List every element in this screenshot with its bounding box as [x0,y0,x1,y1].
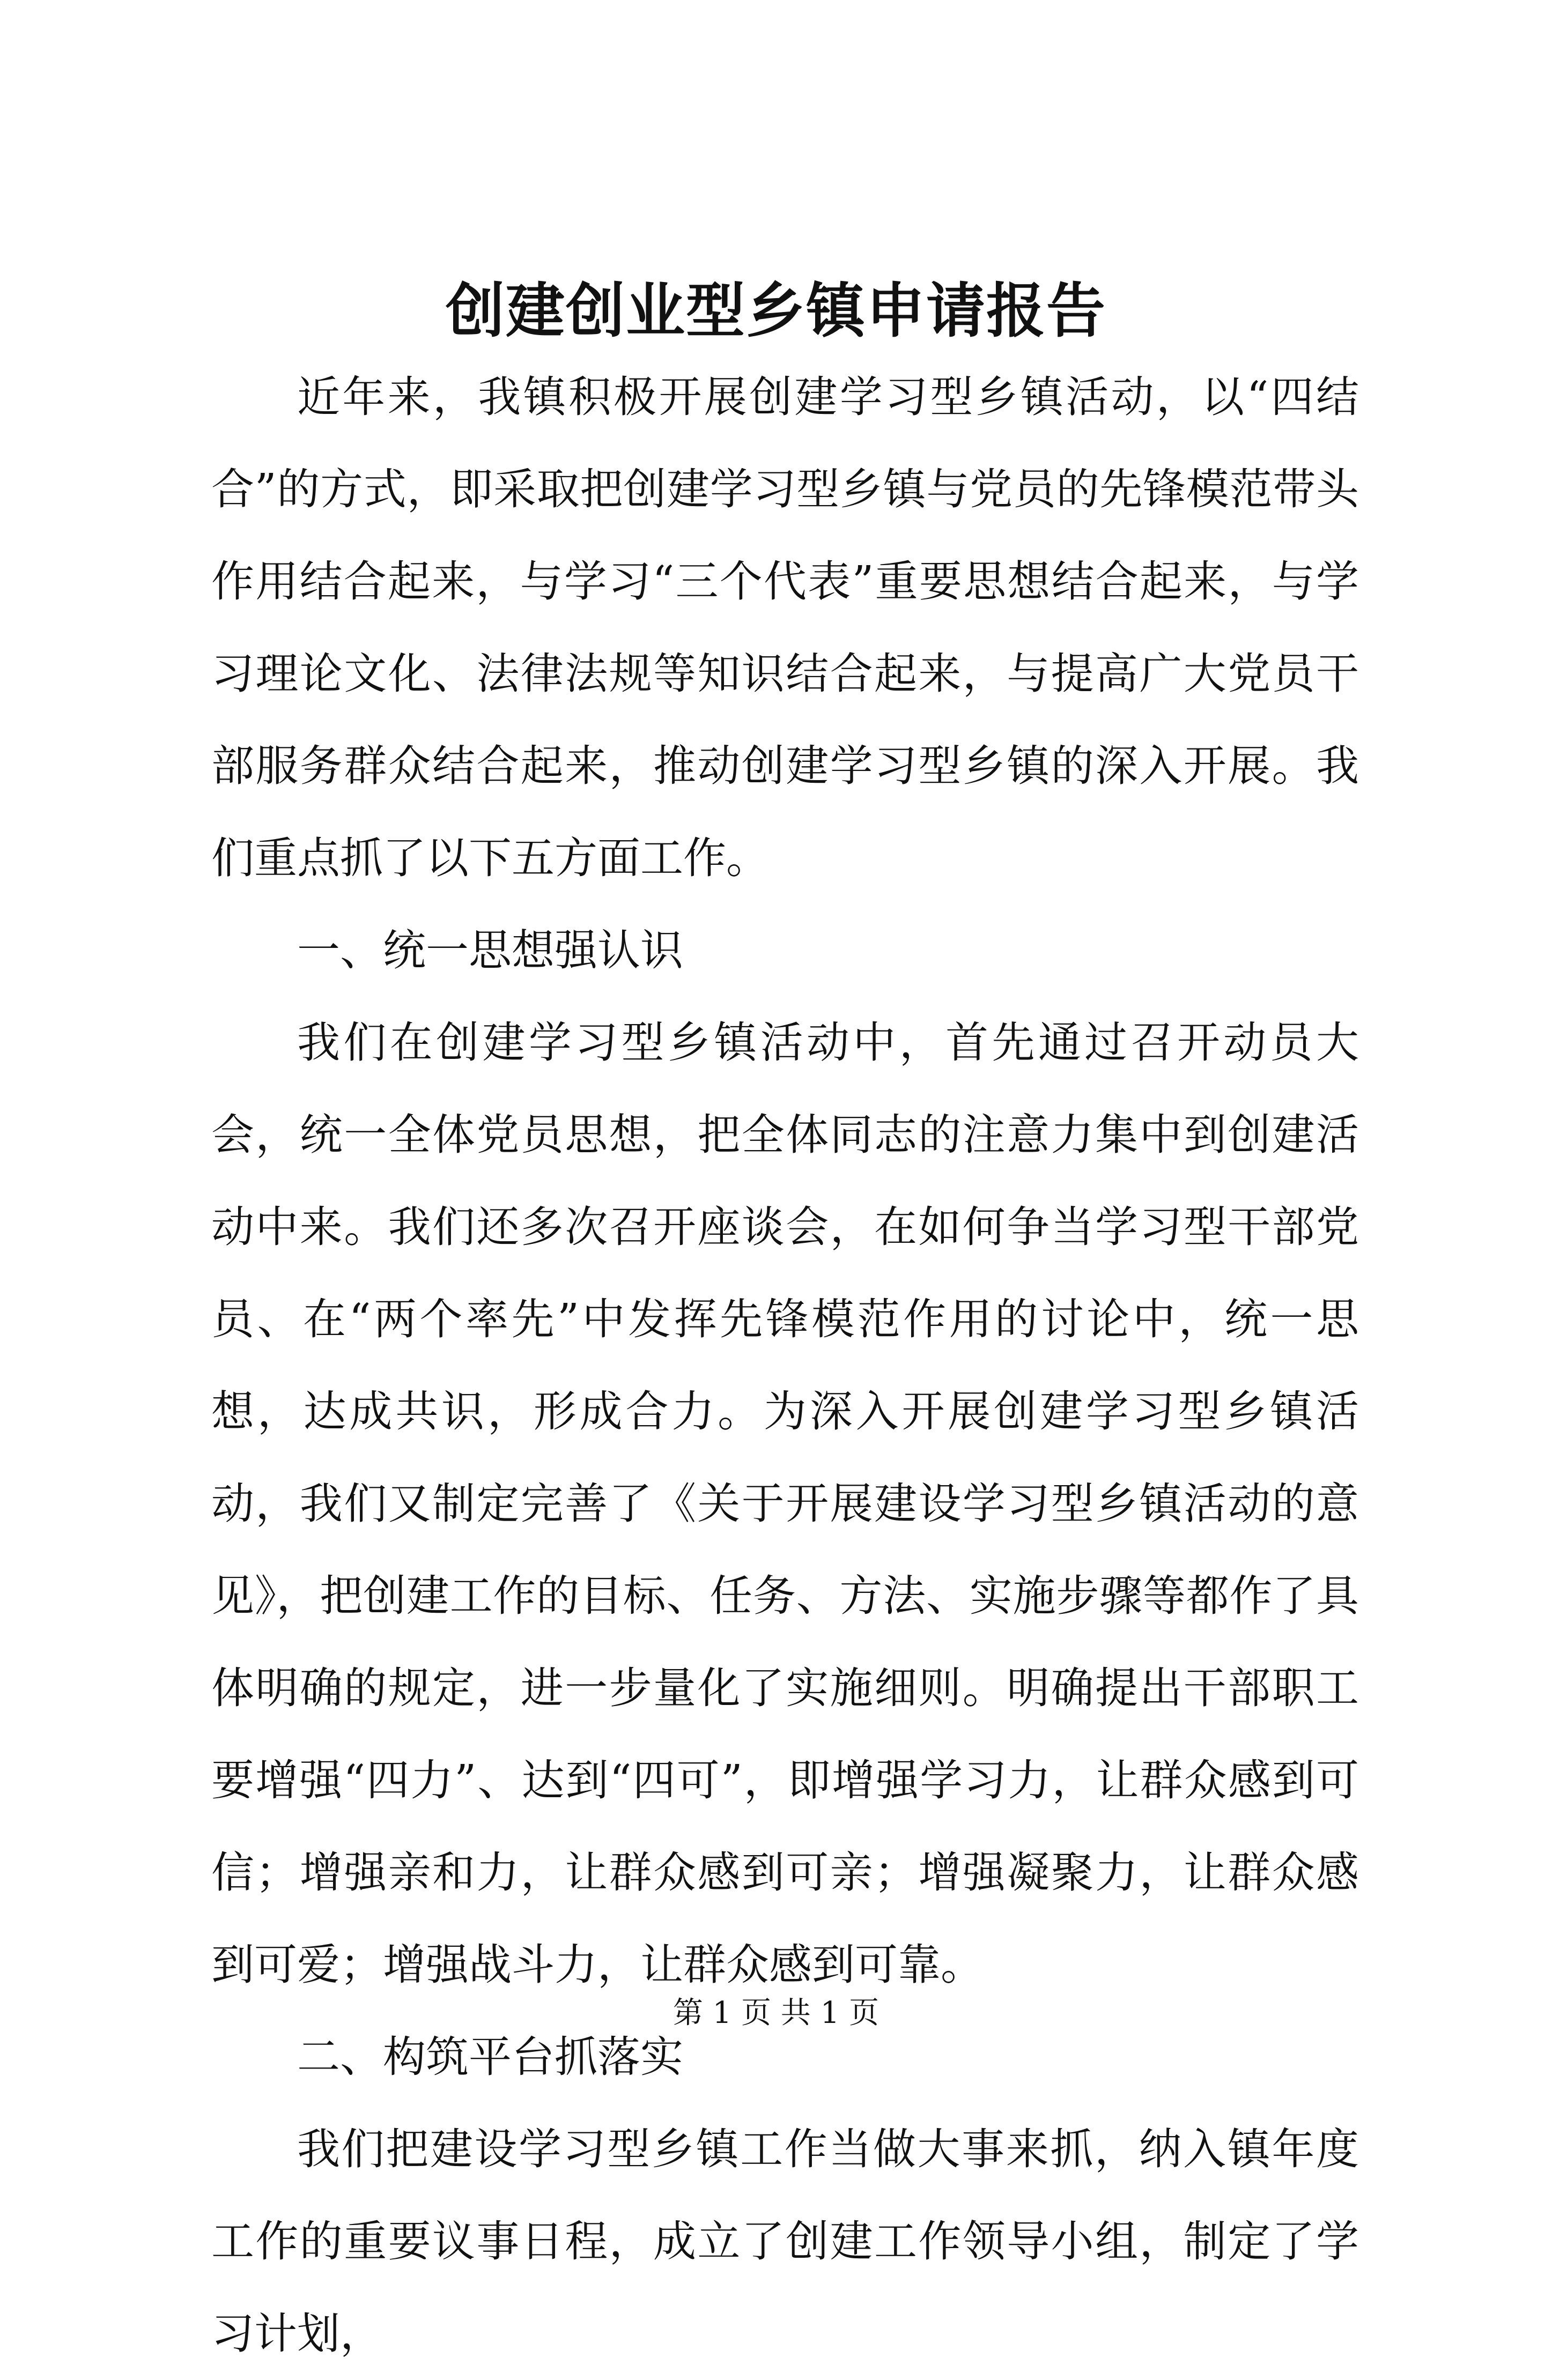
paragraph-section-2: 我们把建设学习型乡镇工作当做大事来抓，纳入镇年度工作的重要议事日程，成立了创建工作领导小组，制定了学习计划， [211,2124,1359,2359]
paragraph-section-1: 我们在创建学习型乡镇活动中，首先通过召开动员大会，统一全体党员思想，把全体同志的注意力集中到创建活动中来。我们还多次召开座谈会，在如何争当学习型干部党员、在“两个率先”中发挥先锋模范作用的讨论中，统一思想，达成共识，形成合力。为深入开展创建学习型乡镇活动，我们又制定完善了《关于开展建设学习型乡镇活动的意见》，把创建工作的目标、任务、方法、实施步骤等都作了具体明确的规定，进一步量化了实施细则。明确提出干部职工要增强“四力”、达到“四可”，即增强学习力，让群众感到可信；增强亲和力，让群众感到可亲；增强凝聚力，让群众感到可爱；增强战斗力，让群众感到可靠。 [211,1018,1359,1990]
document-title: 创建创业型乡镇申请报告 [446,276,1106,345]
document-body [211,351,1359,2380]
page-footer: 第 1 页 共 1 页 [672,1996,880,2030]
paragraph-intro: 近年来，我镇积极开展创建学习型乡镇活动，以“四结合”的方式，即采取把创建学习型乡镇与党员的先锋模范带头作用结合起来，与学习“三个代表”重要思想结合起来，与学习理论文化、法律法规等知识结合起来，与提高广大党员干部服务群众结合起来，推动创建学习型乡镇的深入开展。我们重点抓了以下五方面工作。 [211,372,1359,883]
section-heading-1: 一、统一思想强认识 [297,925,683,975]
section-heading-2: 二、构筑平台抓落实 [297,2032,683,2082]
